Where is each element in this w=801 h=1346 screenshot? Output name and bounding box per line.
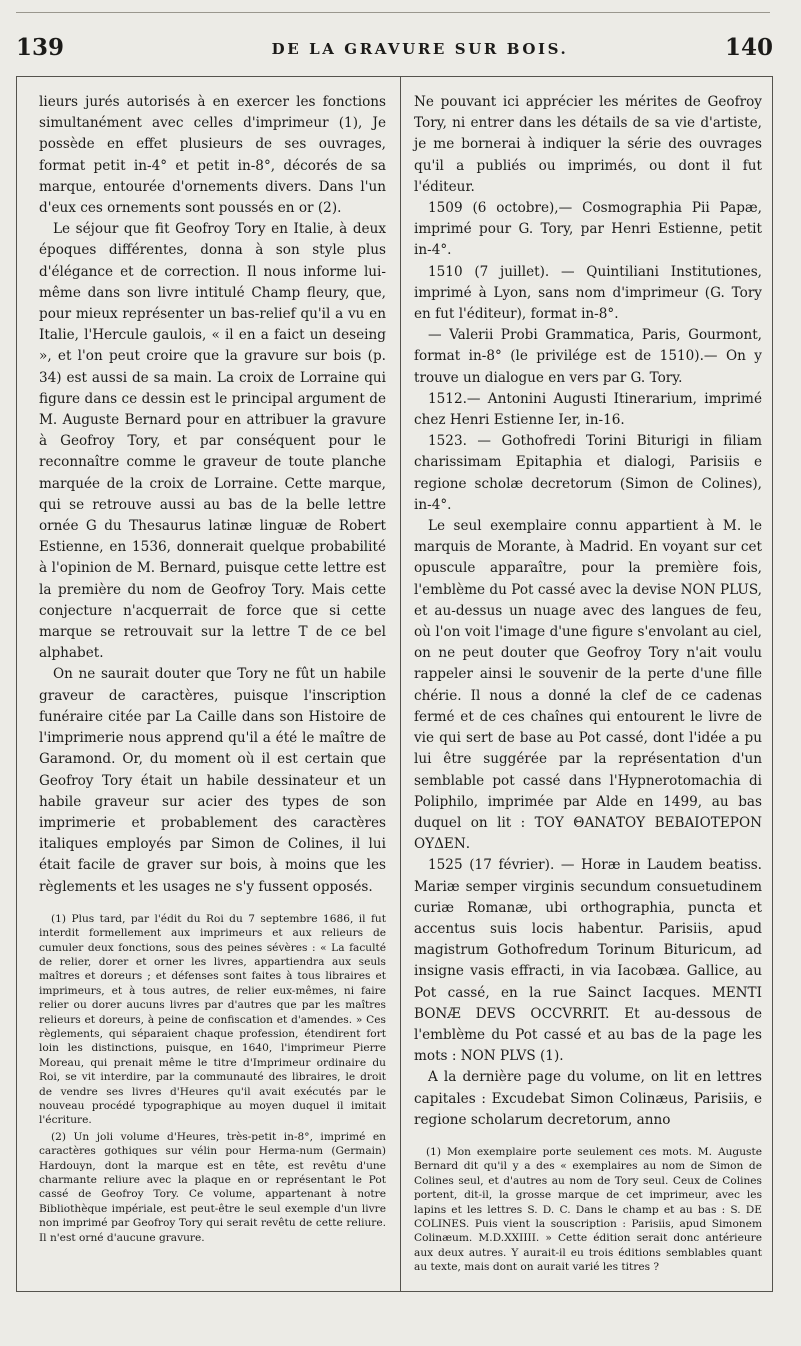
paragraph: Le seul exemplaire connu appartient à M. le marquis de Morante, à Madrid. En voyant sur cet opuscule apparaître, pour la première fois, l'emblème du Pot cassé avec la devise NON PLUS, et au-dessus un nuage avec des langues de feu, où l'on voit l'image d'une figure s'envolant au ciel, on ne peut douter que Geofroy Tory n'ait voulu rappeler ainsi le souvenir de la perte d'une fille chérie. Il nous a donné la clef de ce cadenas fermé et de ces chaînes qui entourent le livre de vie qui sert de base au Pot cassé, dont l'idée a pu lui être suggérée par la représentation d'un semblable pot cassé dans l'Hypnerotomachia di Poliphilo, imprimée par Alde en 1499, au bas duquel on lit : ΤΟΥ ΘΑΝΑΤΟΥ ΒΕΒΑΙΟΤΕΡΟΝ ΟΥΔΕΝ. <box>414 518 762 853</box>
page-number-right: 140 <box>725 34 774 61</box>
bibliography-entry: 1512.— Antonini Augusti Itinerarium, imprimé chez Henri Estienne Ier, in-16. <box>414 390 762 429</box>
top-edge-rule <box>16 12 770 13</box>
running-head: DE LA GRAVURE SUR BOIS. <box>271 40 569 58</box>
right-footnotes <box>414 1145 762 1275</box>
bibliography-entry: 1510 (7 juillet). — Quintiliani Institutiones, imprimé à Lyon, sans nom d'imprimeur (G. Tory en fut l'éditeur), format in-8°. <box>414 263 762 323</box>
left-column <box>39 92 386 1245</box>
footnote: (1) Plus tard, par l'édit du Roi du 7 septembre 1686, il fut interdit formellement aux imprimeurs et aux relieurs de cumuler deux fonctions, sous des peines sévères : « La faculté de relier, dorer et orner les livres, appartiendra aux seuls maîtres et doreurs ; et défenses sont faites à tous libraires et imprimeurs, et à tous autres, de relier eux-mêmes, ni faire relier ou dorer aucuns livres par d'autres que par les maîtres relieurs et doreurs, à peine de confiscation et d'amendes. » Ces règlements, qui séparaient chaque profession, étendirent fort loin les distinctions, puisque, en 1640, l'imprimeur Pierre Moreau, qui prenait même le titre d'Imprimeur ordinaire du Roi, se vit interdire, par la communauté des libraires, le droit de vendre ses livres d'Heures qu'il avait exécutés par le nouveau procédé typographique au moyen duquel il imitait l'écriture. <box>39 912 386 1127</box>
frame-top-rule <box>16 76 773 77</box>
footnote: (1) Mon exemplaire porte seulement ces mots. M. Auguste Bernard dit qu'il y a des « exemplaires au nom de Simon de Colines seul, et d'autres au nom de Tory seul. Ceux de Colines portent, dit-il, la grosse marque de cet imprimeur, avec les lapins et les lettres S. D. C. Dans le champ et au bas : S. DE COLINES. Puis vient la souscription : Parisiis, apud Simonem Colinæum. M.D.XXIIII. » Cette édition serait donc antérieure aux deux autres. Y aurait-il eu trois éditions semblables quant au texte, mais dont on aurait varié les titres ? <box>414 1145 762 1274</box>
left-body-text <box>39 92 386 898</box>
bibliography-entry: — Valerii Probi Grammatica, Paris, Gourmont, format in-8° (le privilége est de 1510).— On y trouve un dialogue en vers par G. Tory. <box>414 327 762 386</box>
page-number-left: 139 <box>16 34 65 61</box>
frame-right-rule <box>772 76 773 1292</box>
paragraph: Le séjour que fit Geofroy Tory en Italie, à deux époques différentes, donna à son style plus d'élégance et de correction. Il nous informe lui-même dans son livre intitulé Champ fleury, que, pour mieux représenter un bas-relief qu'il a vu en Italie, l'Hercule gaulois, « il en a faict un deseing », et l'on peut croire que la gravure sur bois (p. 34) est aussi de sa main. La croix de Lorraine qui figure dans ce dessin est le principal argument de M. Auguste Bernard pour en attribuer la gravure à Geofroy Tory, et par conséquent pour le reconnaître comme le graveur de toute planche marquée de la croix de Lorraine. Cette marque, qui se retrouve aussi au bas de la belle lettre ornée G du Thesaurus latinæ linguæ de Robert Estienne, en 1536, donnerait quelque probabilité à l'opinion de M. Bernard, puisque cette lettre est la première du nom de Geofroy Tory. Mais cette conjecture n'acquerrait de force que si cette marque se retrouvait sur la lettre T de ce bel alphabet. <box>39 221 386 662</box>
frame-left-rule <box>16 76 17 1292</box>
bibliography-entry: 1525 (17 février). — Horæ in Laudem beatiss. Mariæ semper virginis secundum consuetudinem curiæ Romanæ, ubi orthographia, puncta et accentus suis locis habentur. Parisiis, apud magistrum Gothofredum Torinum Bituricum, ad insigne vasis effracti, in via Iacobæa. Gallice, au Pot cassé, en la rue Sainct Iacques. MENTI BONÆ DEVS OCCVRRIT. Et au-dessous de l'emblème du Pot cassé et au bas de la page les mots : NON PLVS (1). <box>414 857 762 1065</box>
paragraph: On ne saurait douter que Tory ne fût un habile graveur de caractères, puisque l'inscription funéraire citée par La Caille dans son Histoire de l'imprimerie nous apprend qu'il a été le maître de Garamond. Or, du moment où il est certain que Geofroy Tory était un habile dessinateur et un habile graveur sur acier des types de son imprimerie et probablement des caractères italiques employés par Simon de Colines, il lui était facile de graver sur bois, à moins que les règlements et les usages ne s'y fussent opposés. <box>39 666 386 895</box>
footnote: (2) Un joli volume d'Heures, très-petit in-8°, imprimé en caractères gothiques sur vélin pour Herma-num (Germain) Hardouyn, dont la marque est en tête, est revêtu d'une charmante reliure avec la plaque en or représentant le Pot cassé de Geofroy Tory. Ce volume, appartenant à notre Bibliothèque impériale, est peut-être le seul exemple d'un livre non imprimé par Geofroy Tory qui serait revêtu de cette reliure. Il n'est orné d'aucune gravure. <box>39 1130 386 1244</box>
right-body-text <box>414 92 762 1131</box>
left-footnotes <box>39 912 386 1245</box>
column-divider <box>400 76 401 1292</box>
paragraph: lieurs jurés autorisés à en exercer les fonctions simultanément avec celles d'imprimeur (1), Je possède en effet plusieurs de ses ouvrages, format petit in-4° et petit in-8°, décorés de sa marque, entourée d'ornements divers. Dans l'un d'eux ces ornements sont poussés en or (2). <box>39 94 386 217</box>
bibliography-entry: 1509 (6 octobre),— Cosmographia Pii Papæ, imprimé pour G. Tory, par Henri Estienne, petit in-4°. <box>414 200 762 259</box>
paragraph: A la dernière page du volume, on lit en lettres capitales : Excudebat Simon Colinæus, Parisiis, e regione scholarum decretorum, anno <box>414 1069 762 1128</box>
right-column <box>414 92 762 1275</box>
paragraph: Ne pouvant ici apprécier les mérites de Geofroy Tory, ni entrer dans les détails de sa vie d'artiste, je me bornerai à indiquer la série des ouvrages qu'il a publiés ou imprimés, ou dont il fut l'éditeur. <box>414 94 762 195</box>
bibliography-entry: 1523. — Gothofredi Torini Biturigi in filiam charissimam Epitaphia et dialogi, Parisiis e regione scholæ decretorum (Simon de Colines), in-4°. <box>414 433 762 513</box>
frame-bottom-rule <box>16 1291 773 1292</box>
